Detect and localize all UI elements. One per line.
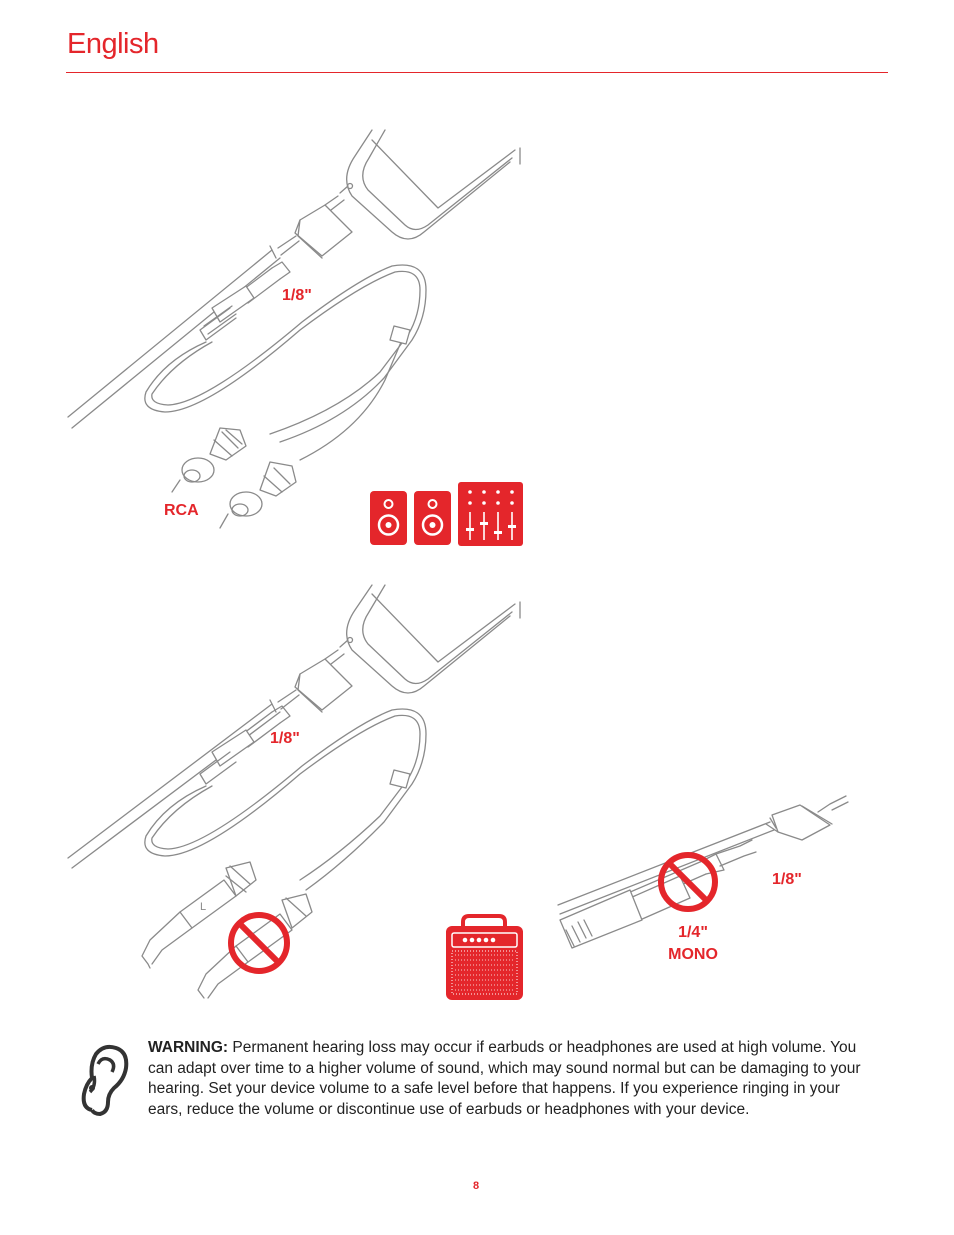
label-quarter: 1/4" <box>678 924 708 941</box>
speaker-icon <box>414 491 451 545</box>
phone-illustration-1 <box>347 130 520 239</box>
label-mono: MONO <box>668 946 718 963</box>
guitar-amp-icon <box>446 916 523 1000</box>
mixer-icon <box>458 482 523 546</box>
warning-lead: WARNING: <box>148 1039 229 1056</box>
phone-illustration-2 <box>347 585 520 693</box>
label-rca: RCA <box>164 502 199 519</box>
label-eighth-1: 1/8" <box>282 287 312 304</box>
label-eighth-2: 1/8" <box>270 730 300 747</box>
warning-text <box>148 1038 868 1120</box>
page-number: 8 <box>472 1180 480 1192</box>
page-title: English <box>67 28 159 60</box>
eighth-plug-1 <box>200 262 290 340</box>
jack-mark: L <box>200 901 207 913</box>
label-eighth-3: 1/8" <box>772 871 802 888</box>
speaker-icon <box>370 491 407 545</box>
adapter-1 <box>68 186 352 428</box>
label-quarter-mono <box>656 922 730 966</box>
warning-body: Permanent hearing loss may occur if earbuds or headphones are used at high volume. You can adapt over time to a higher volume of sound, which may sound normal but can be damaging to your hearing. Set your device volume to a safe level before that happens. If you experience ringing in your ears, reduce the volume or discontinue use of earbuds or headphones with your device. <box>148 1039 861 1118</box>
ear-icon <box>84 1047 127 1114</box>
